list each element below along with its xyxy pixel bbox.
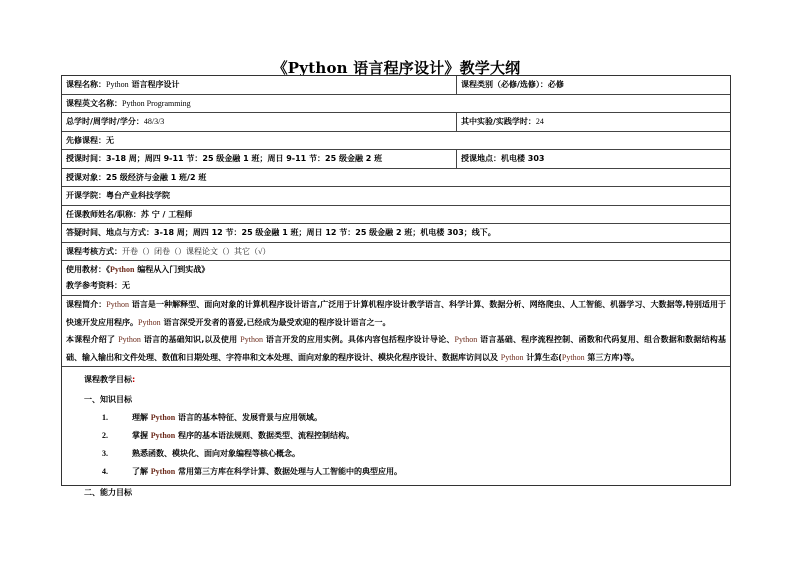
goal-number: 1. (102, 413, 108, 422)
references-line (66, 278, 726, 294)
row-schedule (62, 150, 730, 169)
goal-text-post: 程序的基本语法规则、数据类型、流程控制结构。 (175, 431, 355, 440)
row-office-hours (62, 224, 730, 243)
goal-number: 4. (102, 467, 108, 476)
college-label: 开课学院： (66, 191, 106, 200)
lab-hours-cell (457, 113, 730, 131)
textbook-line (66, 262, 726, 278)
goals-heading-colon: : (132, 375, 136, 384)
references-label: 教学参考资料： (66, 281, 122, 290)
hours-label: 总学时/周学时/学分： (66, 117, 144, 126)
course-type-label: 课程类别（必修/选修）： (461, 80, 548, 89)
syllabus-table (61, 75, 731, 497)
prerequisite-cell (62, 132, 730, 150)
goal-text (132, 445, 300, 463)
knowledge-goal-item (62, 409, 730, 427)
knowledge-goals-title: 一、知识目标 (84, 395, 132, 404)
python-term: Python (561, 352, 585, 362)
schedule-label: 授课时间： (66, 154, 106, 163)
office-hours-label: 答疑时间、地点与方式： (66, 228, 154, 237)
row-assessment (62, 243, 730, 262)
intro-paragraph-1 (66, 296, 726, 331)
goals-heading (84, 371, 730, 388)
college-value: 粤台产业科技学院 (106, 191, 170, 200)
document-title: 《Python 语言程序设计》教学大纲 (272, 59, 521, 77)
hours-cell (62, 113, 457, 131)
lab-hours-label: 其中实验/实践学时： (461, 117, 536, 126)
python-term: Python (106, 300, 129, 309)
textbook-references-cell (62, 261, 730, 295)
row-hours (62, 113, 730, 132)
goal-text-pre: 掌握 (132, 431, 151, 440)
teacher-cell (62, 206, 730, 224)
assessment-label: 课程考核方式： (66, 246, 122, 256)
python-term: Python (138, 317, 161, 327)
knowledge-goal-item (62, 427, 730, 445)
python-term: Python (150, 431, 176, 440)
office-hours-cell (62, 224, 730, 242)
intro-text: 本课程介绍了 (66, 335, 119, 344)
audience-value: 25 级经济与金融 1 班/2 班 (106, 172, 207, 182)
row-intro (62, 296, 730, 367)
location-value: 机电楼 303 (501, 154, 545, 163)
goals-heading-text: 课程教学目标 (84, 375, 132, 384)
teacher-label: 任课教师姓名/职称： (66, 209, 141, 219)
row-teacher (62, 206, 730, 225)
python-term: Python (118, 335, 141, 344)
location-cell (457, 150, 730, 168)
intro-text: 计算生态( (523, 352, 562, 362)
course-name-cell (62, 76, 457, 94)
goal-text-post: 语言的基本特征、发展背景与应用领域。 (175, 413, 323, 422)
prerequisite-value: 无 (106, 135, 114, 145)
english-name-value: Python Programming (122, 98, 191, 108)
intro-text: 语言开发的应用实例。具体内容包括程序设计导论、 (262, 335, 455, 344)
goal-text-pre: 了解 (132, 467, 151, 476)
goal-number: 3. (102, 449, 108, 458)
knowledge-goal-item (62, 463, 730, 481)
lab-hours-value: 24 (535, 117, 544, 126)
audience-label: 授课对象： (66, 172, 106, 182)
course-name-value: 语言程序设计 (128, 80, 180, 89)
knowledge-goal-item (62, 445, 730, 463)
course-type-cell (457, 76, 730, 94)
intro-label: 课程简介： (66, 300, 107, 309)
english-name-label: 课程英文名称： (66, 98, 122, 108)
assessment-cell (62, 243, 730, 261)
schedule-cell (62, 150, 457, 168)
course-name-label: 课程名称： (66, 80, 106, 89)
goal-text-pre: 熟悉函数、模块化、面向对象编程等核心概念。 (132, 449, 300, 458)
goal-text (132, 463, 402, 481)
row-english-name (62, 95, 730, 114)
python-term: Python (150, 467, 176, 476)
prerequisite-label: 先修课程： (66, 135, 106, 145)
row-audience (62, 169, 730, 188)
assessment-value: 开卷（）闭卷（）课程论文（）其它（√） (122, 246, 271, 256)
references-value: 无 (122, 281, 130, 290)
row-goals (62, 367, 730, 497)
textbook-py: Python (110, 265, 135, 274)
schedule-value: 3-18 周；周四 9-11 节：25 级金融 1 班；周日 9-11 节：25 级金融 2 班 (106, 154, 383, 163)
location-label: 授课地点： (461, 154, 501, 163)
office-hours-value: 3-18 周；周四 12 节：25 级金融 1 班；周日 12 节：25 级金融 2 班；机电楼 303；线下。 (154, 228, 496, 237)
python-term: Python (240, 335, 263, 344)
intro-text: 语言的基础知识,以及使用 (140, 335, 241, 344)
goal-number: 2. (102, 431, 108, 440)
intro-text: 语言深受开发者的喜爱,已经成为最受欢迎的程序设计语言之一。 (160, 317, 391, 327)
python-term: Python (454, 335, 478, 344)
textbook-label: 使用教材： (66, 265, 106, 274)
ability-goals-title: 二、能力目标 (84, 488, 132, 497)
intro-cell (62, 296, 730, 366)
goal-text-pre: 理解 (132, 413, 151, 422)
college-cell (62, 187, 730, 205)
course-type-value: 必修 (547, 80, 564, 89)
row-prerequisite (62, 132, 730, 151)
textbook-value: 编程从入门到实战》 (134, 265, 210, 274)
english-name-cell (62, 95, 730, 113)
python-term: Python (500, 352, 524, 362)
python-term: Python (150, 413, 176, 422)
intro-text: 语言是一种解释型、面向对象的计算机程序设计语言,广泛用于计算机程序设计教学语言、科学计算、数据分析、网络爬虫、人工智能、机器学习、大数据等,特别适用于快速开发应用程序。 (66, 300, 726, 327)
course-name-value-py: Python (106, 80, 129, 89)
intro-paragraph-2 (66, 331, 726, 366)
intro-text: 第三方库)等。 (584, 352, 640, 362)
audience-cell (62, 169, 730, 187)
row-textbook-references (62, 261, 730, 296)
goal-text (132, 409, 322, 427)
textbook-open: 《 (106, 265, 110, 274)
row-college (62, 187, 730, 206)
teacher-value: 苏 宁 / 工程师 (140, 209, 193, 219)
intro-text: 语言基础、程序流程控制、函数和代码复用、组合数据和数据结构基础、输入输出和文件处理、数值和日期处理、字符串和文本处理、面向对象的程序设计、模块化程序设计、数据库访问以及 (66, 335, 726, 362)
hours-value: 48/3/3 (143, 117, 165, 126)
row-course-name (62, 76, 730, 95)
goals-cell (62, 367, 730, 497)
goal-text-post: 常用第三方库在科学计算、数据处理与人工智能中的典型应用。 (175, 467, 403, 476)
goal-text (132, 427, 354, 445)
